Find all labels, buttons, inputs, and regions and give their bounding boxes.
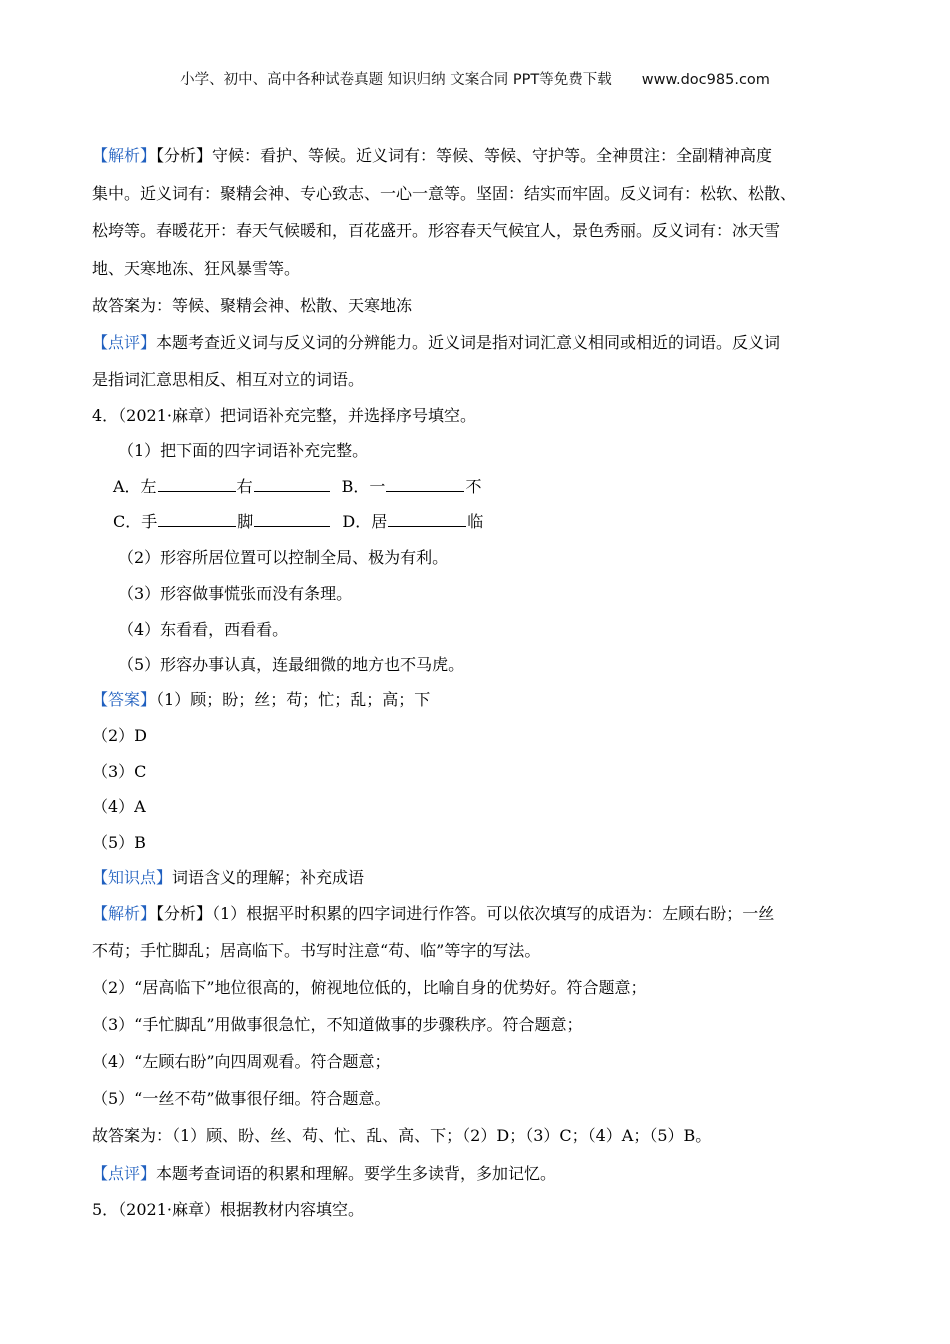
- q4-title: 4．（2021·麻章）把词语补充完整，并选择序号填空。: [92, 406, 476, 425]
- q4-answer-1: （1）顾；盼；丝；苟；忙；乱；高；下: [156, 690, 431, 709]
- q4-sub5: （5）形容办事认真，连最细微的地方也不马虎。: [118, 655, 465, 674]
- q4-sub1: （1）把下面的四字词语补充完整。: [118, 441, 369, 460]
- jiexi-tag-2: 【解析】: [92, 904, 157, 923]
- q4-answer-line-1: [92, 690, 872, 710]
- blank-a2[interactable]: [254, 477, 330, 492]
- dianping-tag-2: 【点评】: [92, 1164, 157, 1183]
- q5-title: 5．（2021·麻章）根据教材内容填空。: [92, 1200, 364, 1219]
- fenxi-tag-2: 【分析】: [156, 904, 213, 923]
- q3-comment-line-1: [92, 333, 872, 353]
- q4-sub3: （3）形容做事慌张而没有条理。: [118, 584, 353, 603]
- q4-answer-2: （2）D: [92, 726, 148, 745]
- q3-analysis-text: 守候：看护、等候。近义词有：等候、等候、守护等。全神贯注：全副精神高度: [212, 146, 773, 165]
- q4-fill-row-1: [113, 477, 893, 497]
- q3-analysis-line-2: 集中。近义词有：聚精会神、专心致志、一心一意等。坚固：结实而牢固。反义词有：松软、松散、: [92, 184, 797, 203]
- zhishidian-tag: 【知识点】: [92, 868, 173, 887]
- q4-comment-text: 本题考查词语的积累和理解。要学生多读背，多加记忆。: [156, 1164, 557, 1183]
- daan-tag: 【答案】: [92, 690, 157, 709]
- blank-b1[interactable]: [386, 477, 464, 492]
- q4-sub2: （2）形容所居位置可以控制全局、极为有利。: [118, 548, 449, 567]
- option-b-label: B．一: [341, 477, 386, 496]
- q4-analysis-text: （1）根据平时积累的四字词进行作答。可以依次填写的成语为：左顾右盼；一丝: [212, 904, 775, 923]
- q3-answer: 故答案为：等候、聚精会神、松散、天寒地冻: [92, 296, 413, 315]
- q4-sub4: （4）东看看，西看看。: [118, 620, 289, 639]
- q3-analysis-line-1: [92, 146, 872, 166]
- option-a-label: A．左: [113, 477, 157, 496]
- q4-answer-3: （3）C: [92, 762, 147, 781]
- q4-analysis-line-4: （3）“手忙脚乱”用做事很急忙，不知道做事的步骤秩序。符合题意；: [92, 1015, 583, 1034]
- q4-fill-row-2: [113, 512, 893, 532]
- fenxi-tag: 【分析】: [156, 146, 213, 165]
- header-url[interactable]: www.doc985.com: [641, 72, 770, 88]
- q4-comment-line: [92, 1164, 872, 1184]
- q4-answer-4: （4）A: [92, 797, 146, 816]
- blank-c1[interactable]: [158, 512, 236, 527]
- option-a-mid: 右: [236, 477, 253, 496]
- q3-analysis-line-4: 地、天寒地冻、狂风暴雪等。: [92, 259, 301, 278]
- option-d-label: D．居: [342, 512, 388, 531]
- q4-analysis-line-7: 故答案为：（1）顾、盼、丝、苟、忙、乱、高、下；（2）D；（3）C；（4）A；（5）B。: [92, 1126, 712, 1145]
- q4-answer-5: （5）B: [92, 833, 146, 852]
- q3-comment-text: 本题考查近义词与反义词的分辨能力。近义词是指对词汇意义相同或相近的词语。反义词: [156, 333, 781, 352]
- q4-analysis-line-2: 不苟；手忙脚乱；居高临下。书写时注意“苟、临”等字的写法。: [92, 941, 541, 960]
- option-c-mid: 脚: [237, 512, 254, 531]
- q4-analysis-line-3: （2）“居高临下”地位很高的，俯视地位低的，比喻自身的优势好。符合题意；: [92, 978, 647, 997]
- q3-analysis-line-3: 松垮等。春暖花开：春天气候暖和，百花盛开。形容春天气候宜人，景色秀丽。反义词有：冰天雪: [92, 221, 781, 240]
- q4-analysis-line-1: [92, 904, 872, 924]
- blank-c2[interactable]: [254, 512, 330, 527]
- header-text: 小学、初中、高中各种试卷真题 知识归纳 文案合同 PPT等免费下载: [180, 72, 612, 88]
- q4-analysis-line-6: （5）“一丝不苟”做事很仔细。符合题意。: [92, 1089, 391, 1108]
- q4-analysis-line-5: （4）“左顾右盼”向四周观看。符合题意；: [92, 1052, 391, 1071]
- option-d-end: 临: [467, 512, 484, 531]
- option-c-label: C．手: [113, 512, 158, 531]
- blank-a1[interactable]: [158, 477, 236, 492]
- q4-knowledge-text: 词语含义的理解；补充成语: [172, 868, 365, 887]
- blank-d1[interactable]: [388, 512, 466, 527]
- page-header: [0, 68, 950, 89]
- q4-knowledge: [92, 868, 872, 888]
- dianping-tag: 【点评】: [92, 333, 157, 352]
- jiexi-tag: 【解析】: [92, 146, 157, 165]
- option-b-end: 不: [465, 477, 482, 496]
- q3-comment-line-2: 是指词汇意思相反、相互对立的词语。: [92, 370, 365, 389]
